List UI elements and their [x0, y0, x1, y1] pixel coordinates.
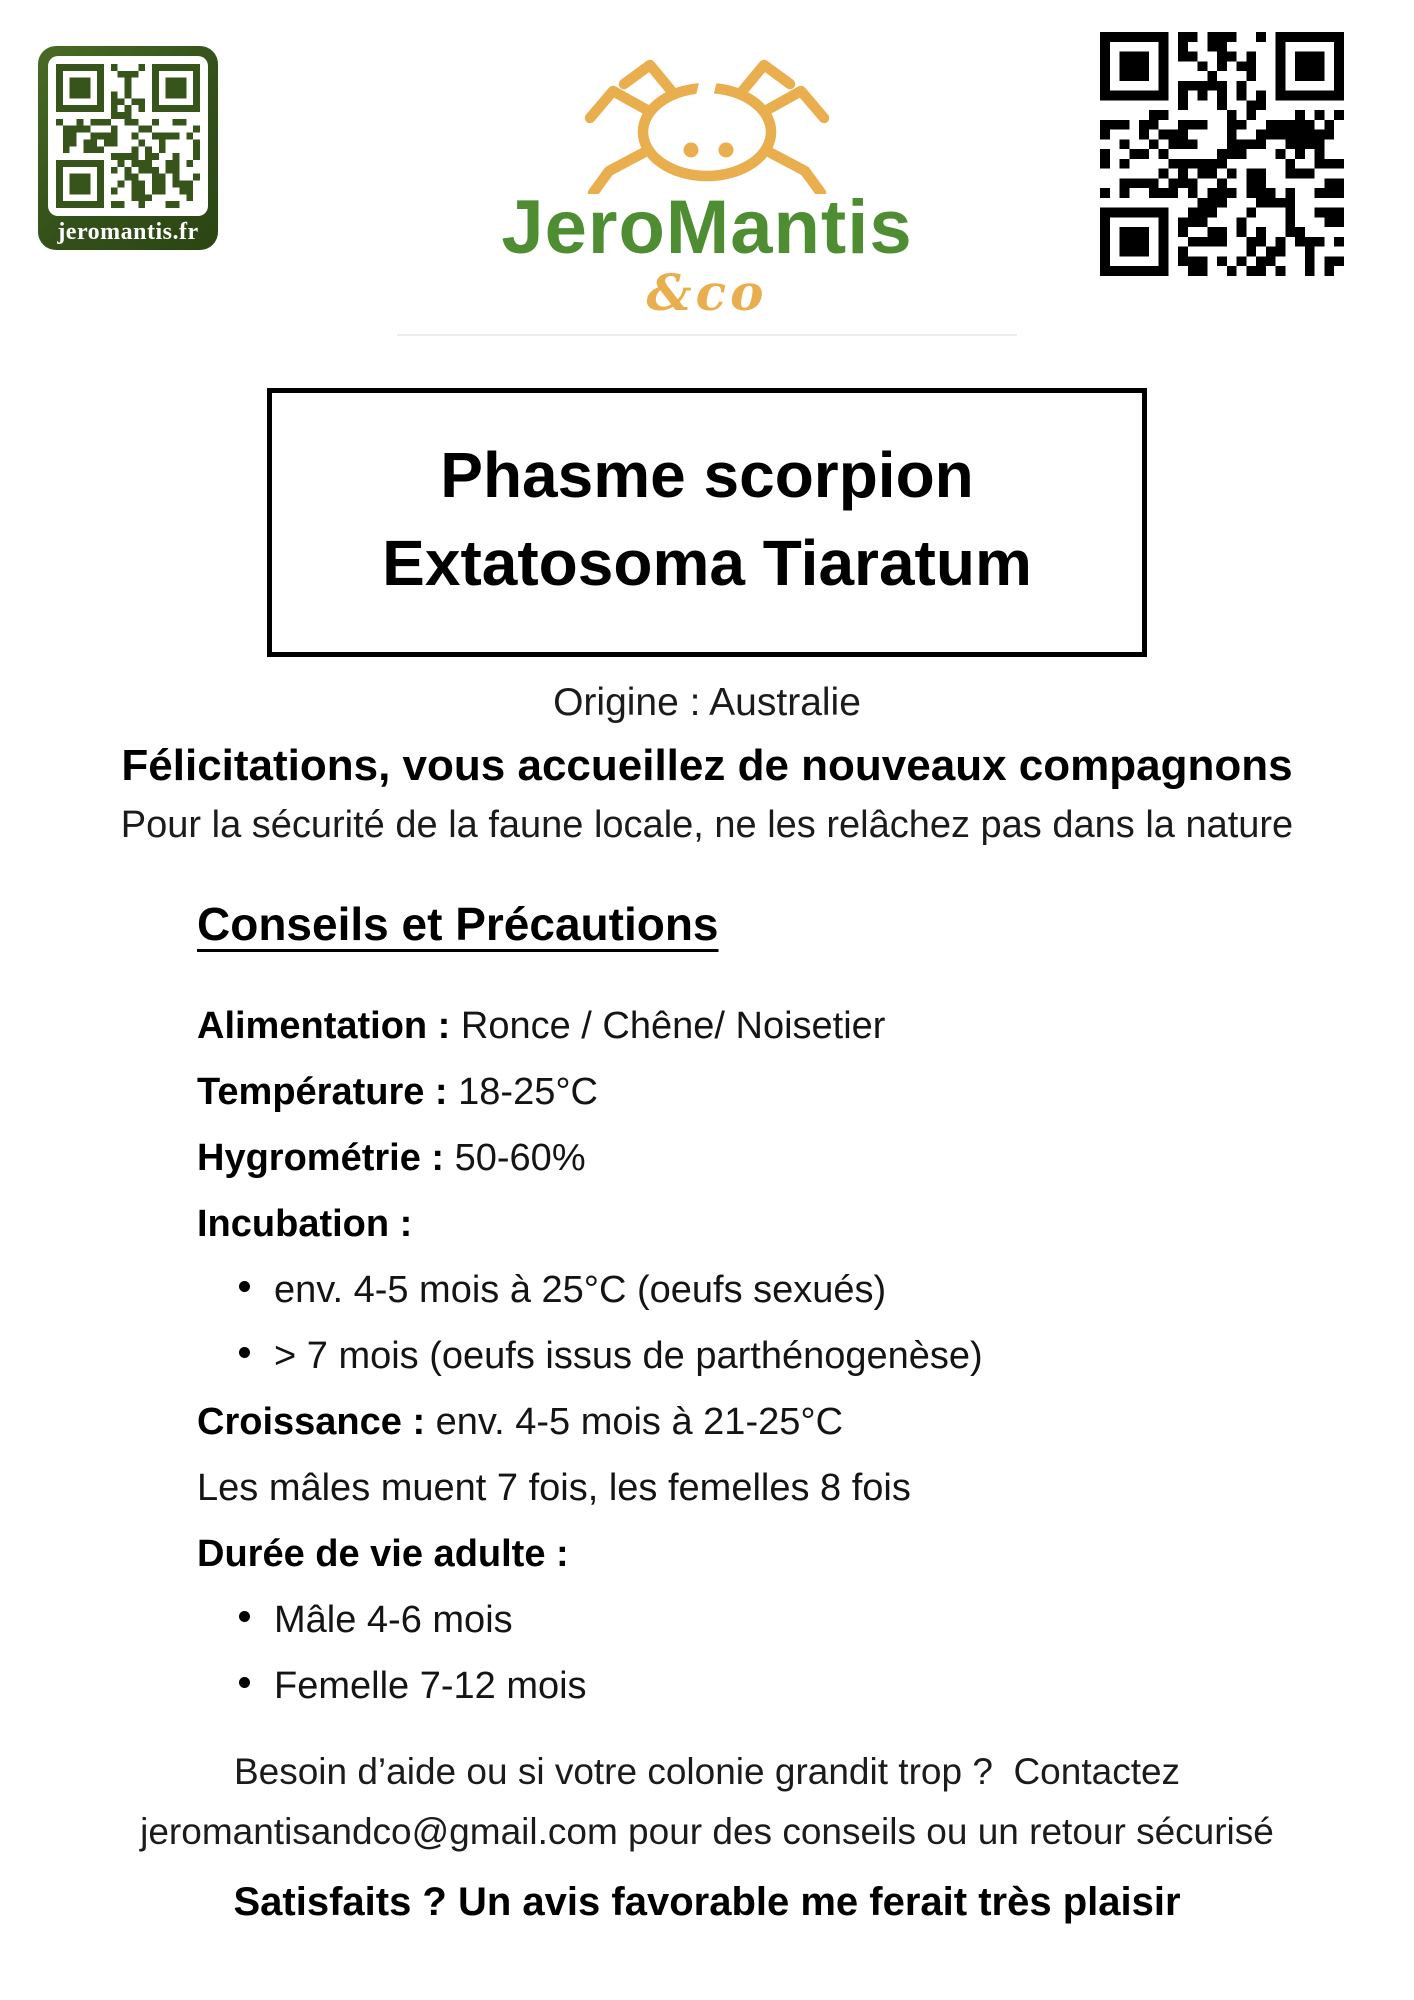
care-label: Hygrométrie : [197, 1136, 445, 1179]
congrats-line: Félicitations, vous accueillez de nouveaux compagnons [121, 740, 1293, 790]
brand-suffix: &co [646, 263, 768, 322]
care-section [197, 897, 1414, 1710]
contact-help-line-1: Besoin d’aide ou si votre colonie grandit trop ? Contactez [233, 1750, 1181, 1792]
bullet-icon [239, 1611, 250, 1622]
care-value: 50-60% [454, 1136, 586, 1179]
species-latin-name: Extatosoma Tiaratum [382, 527, 1032, 600]
brand-name: JeroMantis [501, 185, 913, 270]
origin-line: Origine : Australie [553, 680, 861, 724]
qr-code-label: jeromantis.fr [57, 219, 199, 245]
care-line [197, 1069, 1414, 1116]
care-value: env. 4-5 mois à 21-25°C [435, 1400, 844, 1443]
qr-code-green-image [56, 64, 200, 208]
care-section-heading: Conseils et Précautions [197, 897, 719, 950]
care-line [197, 1399, 1414, 1446]
bullet-icon [239, 1347, 250, 1358]
care-bullet-item [239, 1597, 1414, 1644]
qr-code-green [38, 46, 218, 250]
contact-help-line-2: jeromantisandco@gmail.com pour des conseils ou un retour sécurisé [140, 1810, 1274, 1852]
care-bullet-text: env. 4-5 mois à 25°C (oeufs sexués) [274, 1268, 887, 1311]
bullet-icon [239, 1281, 250, 1292]
care-line [197, 1135, 1414, 1182]
logo-divider [397, 334, 1017, 336]
care-line [197, 1003, 1414, 1050]
species-common-name: Phasme scorpion [440, 439, 974, 511]
care-label: Incubation : [197, 1202, 413, 1245]
qr-code-green-panel [48, 56, 208, 216]
care-value: 18-25°C [458, 1070, 598, 1113]
care-label: Durée de vie adulte : [197, 1532, 569, 1575]
care-bullet-text: Femelle 7-12 mois [274, 1664, 587, 1707]
care-label: Alimentation : [197, 1004, 451, 1047]
care-list [197, 1003, 1414, 1710]
care-bullet-item [239, 1663, 1414, 1710]
care-line-plain: Les mâles muent 7 fois, les femelles 8 fois [197, 1466, 911, 1509]
warning-line: Pour la sécurité de la faune locale, ne les relâchez pas dans la nature [120, 803, 1294, 846]
care-line [197, 1201, 1414, 1248]
species-title-box [267, 388, 1147, 657]
care-line [197, 1531, 1414, 1578]
review-request-line: Satisfaits ? Un avis favorable me ferait très plaisir [233, 1879, 1181, 1924]
mantis-icon [571, 44, 843, 194]
care-bullet-item [239, 1267, 1414, 1314]
brand-logo [357, 44, 1057, 336]
care-label: Croissance : [197, 1400, 426, 1443]
bullet-icon [239, 1677, 250, 1688]
qr-code-black-image [1100, 32, 1344, 276]
care-bullet-text: > 7 mois (oeufs issus de parthénogenèse) [274, 1334, 983, 1377]
care-value: Ronce / Chêne/ Noisetier [460, 1004, 886, 1047]
care-bullet-text: Mâle 4-6 mois [274, 1598, 513, 1641]
care-bullet-item [239, 1333, 1414, 1380]
header [0, 0, 1414, 352]
footer [0, 1742, 1414, 1925]
qr-code-black [1100, 32, 1344, 276]
care-label: Température : [197, 1070, 448, 1113]
